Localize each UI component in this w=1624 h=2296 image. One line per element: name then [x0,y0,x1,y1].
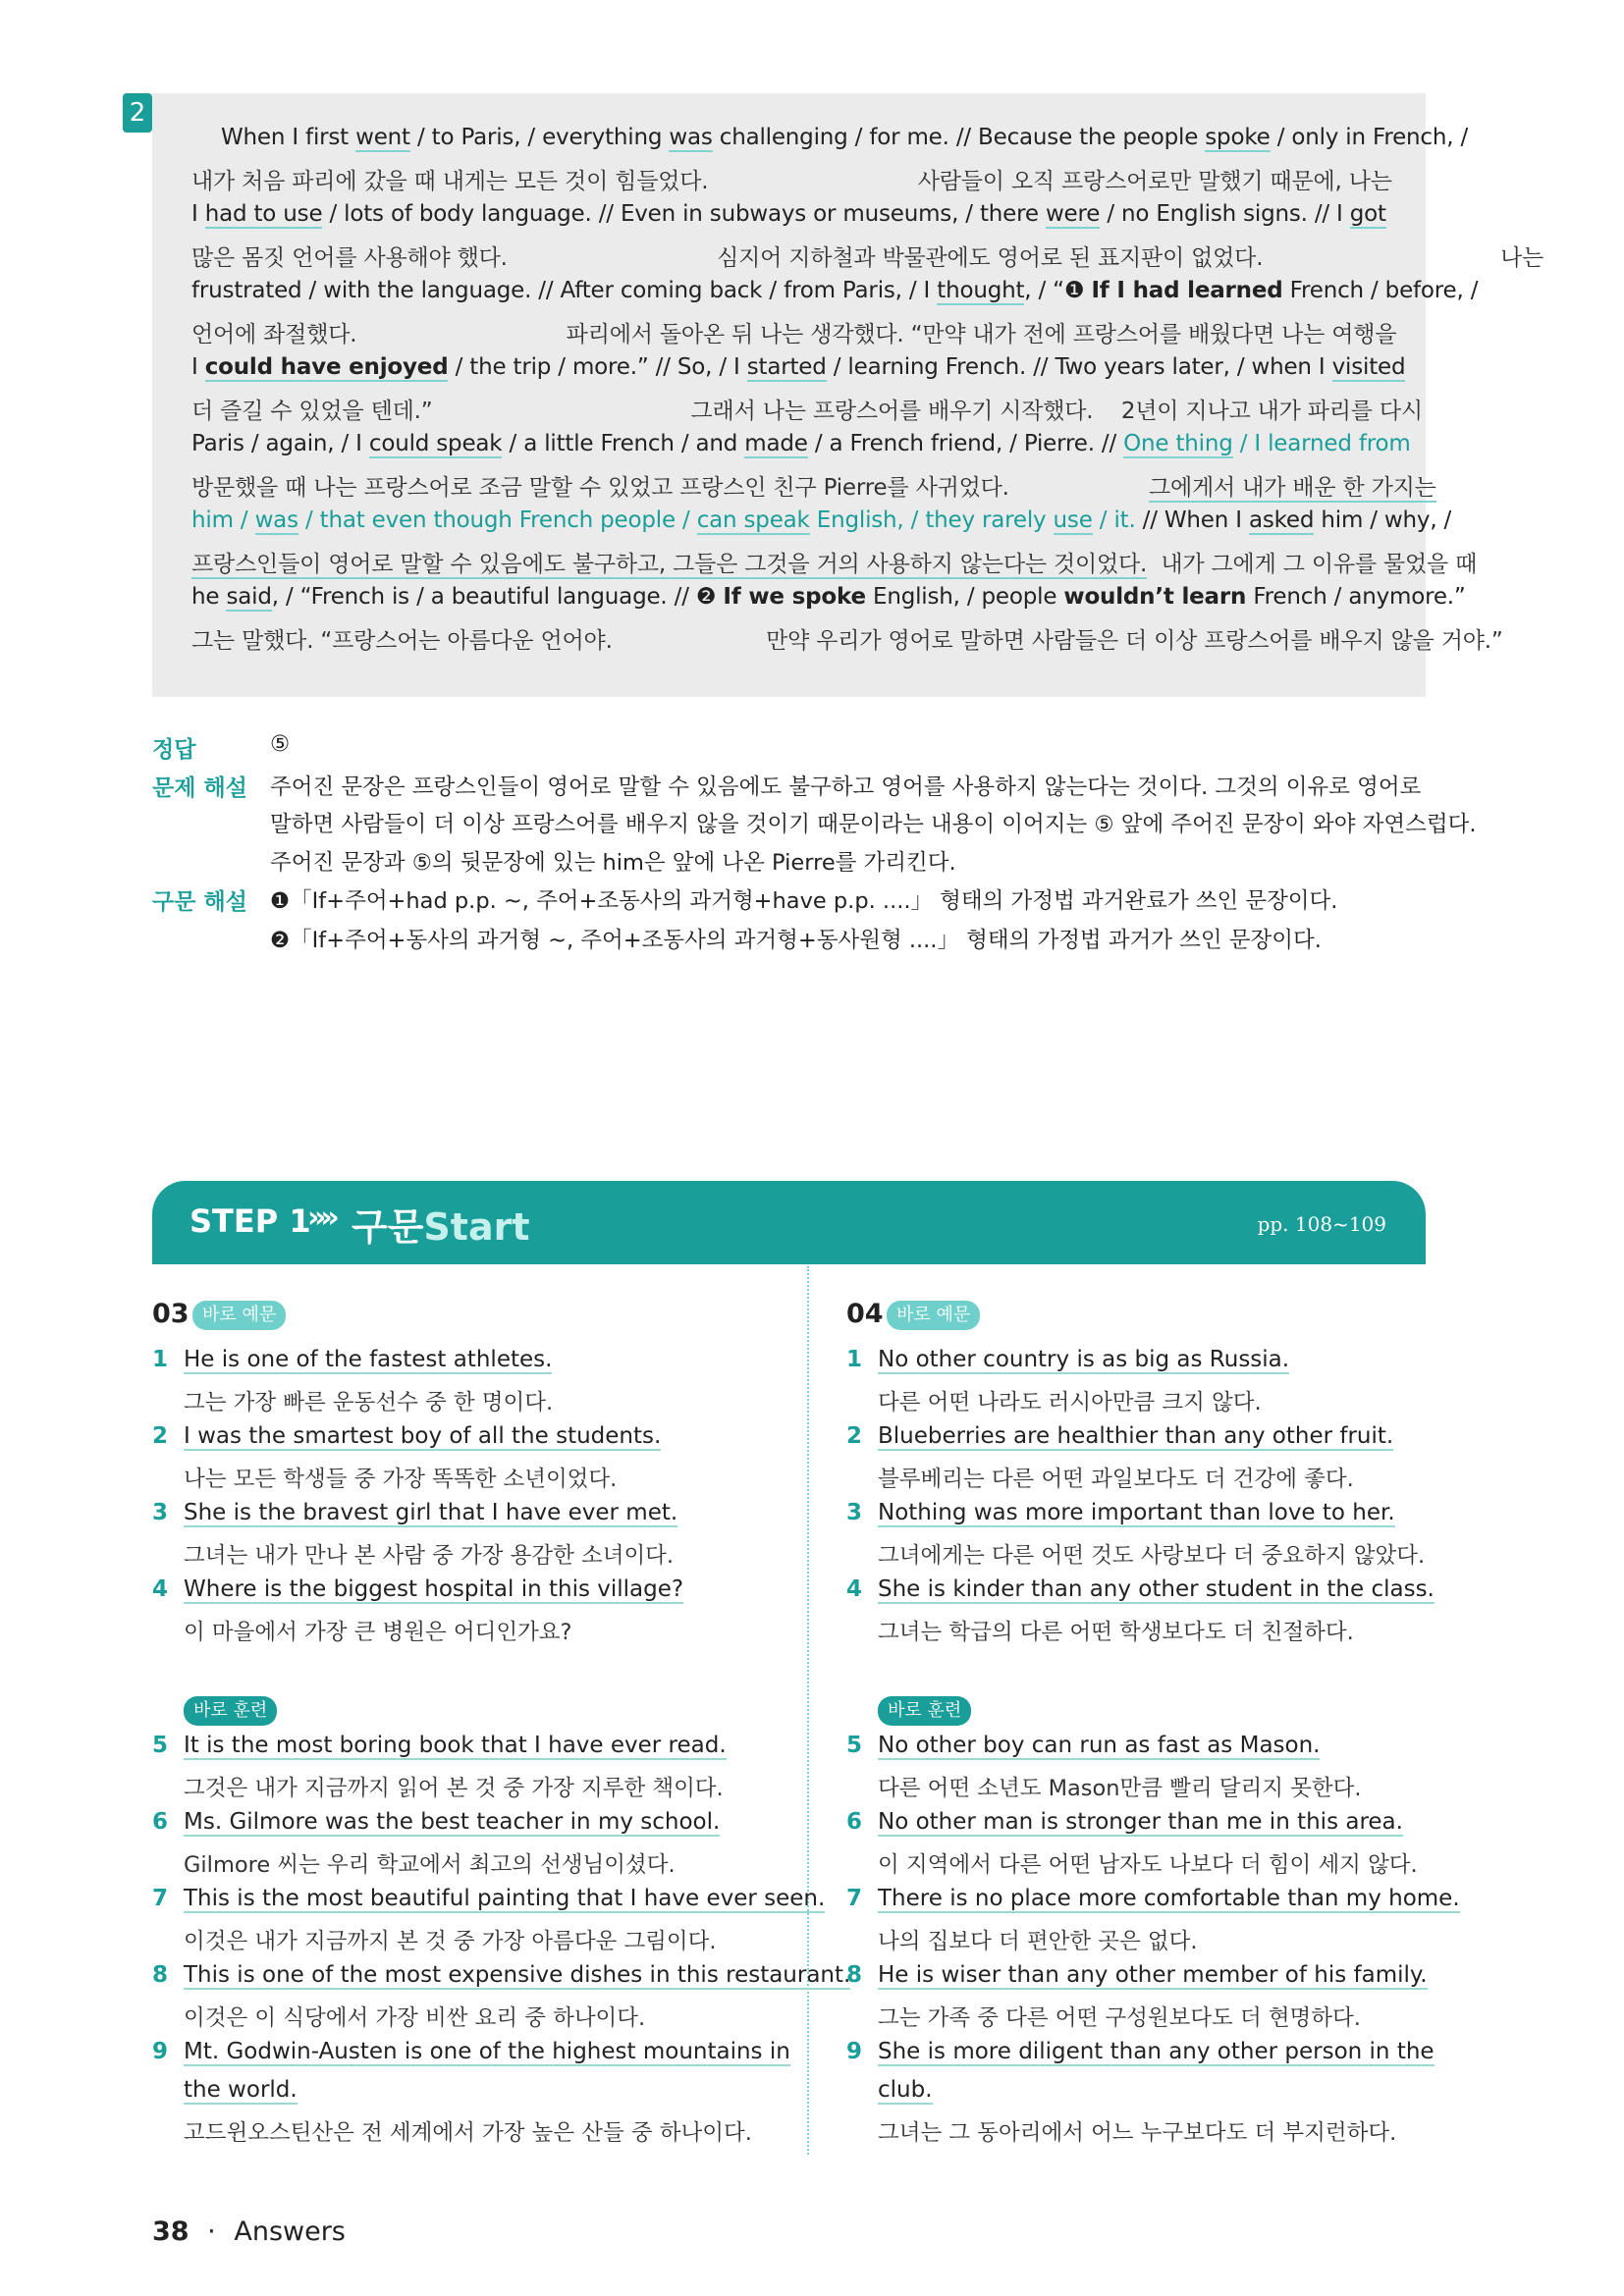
passage-segment: English, / they rarely [809,507,1054,533]
item-number: 3 [152,1500,169,1525]
passage-segment: were [1045,201,1101,227]
column-divider [807,1266,809,2155]
explanation-line-2: 말하면 사람들이 더 이상 프랑스어를 배우지 않을 것이기 때문이라는 내용이 이어지는 ⑤ 앞에 주어진 문장이 와야 자연스럽다. [270,812,1477,837]
passage-line-ko [191,546,1477,578]
grammar-label: 구문 해설 [152,889,247,915]
passage-segment: can speak [696,507,810,533]
passage-segment: 방문했을 때 나는 프랑스어로 조금 말할 수 있었고 프랑스인 친구 Pierre를 사귀었다. [191,475,1149,501]
passage-segment: 프랑스인들이 영어로 말할 수 있음에도 불구하고, 그들은 그것을 거의 사용하지 않는다는 것이었다. [191,552,1148,577]
passage-line-ko [191,163,1392,195]
item-number: 9 [846,2039,863,2064]
section-number-03: 03 [152,1299,189,1329]
item-english-continued: club. [878,2077,933,2103]
passage-segment: / the trip / more.” // So, / I [448,354,747,380]
passage-segment: , / “❶ [1024,278,1092,303]
passage-segment: / I learned from [1232,431,1411,456]
explanation-label: 문제 해설 [152,775,247,801]
tag-example-right: 바로 예문 [887,1301,980,1330]
passage-line-en [191,584,1466,610]
item-english: He is one of the fastest athletes. [184,1347,553,1372]
item-english: It is the most boring book that I have ever read. [184,1733,727,1758]
item-korean: Gilmore 씨는 우리 학교에서 최고의 선생님이셨다. [184,1852,676,1878]
item-english: She is more diligent than any other person in the [878,2039,1435,2064]
passage-segment: When I first [221,125,356,150]
passage-segment: use [1053,507,1093,533]
passage-segment: If we spoke [723,584,866,610]
item-english: This is the most beautiful painting that I have ever seen. [184,1886,826,1911]
item-korean: 다른 어떤 나라도 러시아만큼 크지 않다. [878,1390,1262,1415]
passage-segment: One thing [1123,431,1233,456]
passage-segment: / only in French, / [1270,125,1469,150]
item-english: There is no place more comfortable than my home. [878,1886,1460,1911]
item-number: 8 [846,1962,863,1988]
passage-segment: frustrated / with the language. // After coming back / from Paris, / I [191,278,938,303]
tag-training-left: 바로 훈련 [184,1696,277,1726]
passage-segment: spoke [1205,125,1271,150]
passage-segment: 내가 처음 파리에 갔을 때 내게는 모든 것이 힘들었다. 사람들이 오직 프랑스어로만 말했기 때문에, 나는 [191,169,1392,194]
item-english: She is the bravest girl that I have ever met. [184,1500,678,1525]
item-english: No other boy can run as fast as Mason. [878,1733,1321,1758]
passage-segment: / a little French / and [502,431,745,456]
item-korean: 그것은 내가 지금까지 읽어 본 것 중 가장 지루한 책이다. [184,1776,724,1801]
passage-segment: / a French friend, / Pierre. // [807,431,1124,456]
passage-segment: could have enjoyed [204,354,449,380]
item-number: 9 [152,2039,169,2064]
item-number: 7 [846,1886,863,1911]
passage-line-ko [191,469,1436,502]
grammar-line-1: ❶「If+주어+had p.p. ~, 주어+조동사의 과거형+have p.p. ....」 형태의 가정법 과거완료가 쓰인 문장이다. [270,888,1338,914]
item-number: 2 [152,1423,169,1449]
passage-segment: challenging / for me. // Because the people [712,125,1206,150]
item-korean: 고드윈오스틴산은 전 세계에서 가장 높은 산들 중 하나이다. [184,2120,752,2146]
answer-value: ⑤ [270,731,291,757]
item-korean: 나의 집보다 더 편안한 곳은 없다. [878,1929,1198,1954]
item-english: Nothing was more important than love to her. [878,1500,1395,1525]
passage-segment: / learning French. // Two years later, / when I [826,354,1332,380]
item-english: Where is the biggest hospital in this village? [184,1576,684,1602]
question-number-badge: 2 [123,93,152,133]
item-number: 4 [846,1576,863,1602]
passage-line-en [191,354,1405,380]
item-english: She is kinder than any other student in the class. [878,1576,1435,1602]
item-english: Ms. Gilmore was the best teacher in my school. [184,1809,721,1835]
item-number: 2 [846,1423,863,1449]
passage-segment: 많은 몸짓 언어를 사용해야 했다. 심지어 지하철과 박물관에도 영어로 된 표지판이 없었다. 나는 [191,245,1544,271]
answer-label: 정답 [152,737,196,763]
passage-segment: I [191,354,205,380]
item-korean: 블루베리는 다른 어떤 과일보다도 더 건강에 좋다. [878,1467,1354,1492]
passage-box [152,93,1544,697]
item-korean: 다른 어떤 소년도 Mason만큼 빨리 달리지 못한다. [878,1776,1362,1801]
page-number: 38 [152,2216,189,2247]
explanation-line-1: 주어진 문장은 프랑스인들이 영어로 말할 수 있음에도 불구하고 영어를 사용하지 않는다는 것이다. 그것의 이유로 영어로 [270,774,1422,800]
passage-segment: / to Paris, / everything [409,125,670,150]
passage-line-en [191,278,1478,303]
item-korean: 이것은 이 식당에서 가장 비싼 요리 중 하나이다. [184,2005,646,2031]
item-korean: 그녀에게는 다른 어떤 것도 사랑보다 더 중요하지 않았다. [878,1543,1426,1569]
banner-pages: pp. 108~109 [1257,1212,1386,1236]
item-english: I was the smartest boy of all the students. [184,1423,662,1449]
passage-segment: If I had learned [1091,278,1283,303]
item-number: 8 [152,1962,169,1988]
passage-segment: visited [1331,354,1406,380]
banner-step: STEP 1 [189,1202,311,1240]
section-number-04: 04 [846,1299,884,1329]
item-korean: 그녀는 내가 만나 본 사람 중 가장 용감한 소녀이다. [184,1543,675,1569]
banner-title-ko: 구문 [352,1205,424,1249]
passage-segment: Paris / again, / I [191,431,369,456]
item-korean: 그는 가장 빠른 운동선수 중 한 명이다. [184,1390,554,1415]
item-english: Mt. Godwin-Austen is one of the highest mountains in [184,2039,790,2064]
passage-segment: started [746,354,827,380]
page-footer [152,2216,346,2247]
passage-segment: / no English signs. // I [1100,201,1350,227]
footer-dot: · [207,2216,216,2247]
item-korean: 이 지역에서 다른 어떤 남자도 나보다 더 힘이 세지 않다. [878,1852,1418,1878]
item-english-continued: the world. [184,2077,298,2103]
passage-segment: was [254,507,298,533]
passage-line-ko [191,240,1543,272]
passage-line-ko [191,393,1423,425]
double-chevron-icon: »» [307,1201,334,1235]
passage-segment: 내가 그에게 그 이유를 물었을 때 [1147,552,1478,577]
passage-segment: English, / people [865,584,1064,610]
footer-label: Answers [234,2216,346,2247]
item-number: 4 [152,1576,169,1602]
item-number: 5 [846,1733,863,1758]
passage-segment: was [669,125,713,150]
item-number: 5 [152,1733,169,1758]
item-korean: 이것은 내가 지금까지 본 것 중 가장 아름다운 그림이다. [184,1929,717,1954]
passage-segment: , / “French is / a beautiful language. // ❷ [271,584,724,610]
passage-segment: made [744,431,808,456]
passage-segment: I [191,201,205,227]
passage-line-en [191,507,1451,533]
passage-segment: 그에게서 내가 배운 한 가지는 [1148,475,1436,501]
step-banner [152,1181,1426,1264]
item-english: This is one of the most expensive dishes in this restaurant. [184,1962,851,1988]
tag-example-left: 바로 예문 [192,1301,286,1330]
tag-training-right: 바로 훈련 [878,1696,971,1726]
passage-segment: French / anymore.” [1246,584,1466,610]
passage-segment: French / before, / [1282,278,1479,303]
passage-segment: / it. [1092,507,1136,533]
banner-title [352,1197,530,1251]
item-number: 6 [846,1809,863,1835]
passage-segment: / [233,507,255,533]
passage-segment: // When I [1135,507,1249,533]
passage-line-en [221,125,1468,150]
item-english: No other country is as big as Russia. [878,1347,1290,1372]
passage-segment: 언어에 좌절했다. 파리에서 돌아온 뒤 나는 생각했다. “만약 내가 전에 프랑스어를 배웠다면 나는 여행을 [191,322,1397,347]
item-korean: 그녀는 그 동아리에서 어느 누구보다도 더 부지런하다. [878,2120,1397,2146]
item-english: Blueberries are healthier than any other fruit. [878,1423,1394,1449]
passage-segment: went [355,125,410,150]
item-korean: 그녀는 학급의 다른 어떤 학생보다도 더 친절하다. [878,1620,1354,1645]
passage-line-ko [191,622,1503,655]
passage-segment: asked [1248,507,1315,533]
passage-segment: thought [937,278,1025,303]
item-number: 3 [846,1500,863,1525]
passage-line-en [191,431,1411,456]
passage-segment: had to use [204,201,323,227]
passage-segment: he [191,584,227,610]
passage-segment: could speak [368,431,503,456]
passage-segment: 그는 말했다. “프랑스어는 아름다운 언어야. 만약 우리가 영어로 말하면 사람들은 더 이상 프랑스어를 배우지 않을 거야.” [191,628,1503,654]
passage-segment: got [1349,201,1386,227]
item-number: 6 [152,1809,169,1835]
passage-line-en [191,201,1386,227]
passage-segment: / that even though French people / [298,507,697,533]
item-korean: 그는 가족 중 다른 어떤 구성원보다도 더 현명하다. [878,2005,1361,2031]
item-korean: 이 마을에서 가장 큰 병원은 어디인가요? [184,1620,572,1645]
item-korean: 나는 모든 학생들 중 가장 똑똑한 소년이었다. [184,1467,618,1492]
passage-line-ko [191,316,1396,348]
passage-segment: him / why, / [1314,507,1452,533]
item-number: 1 [846,1347,863,1372]
passage-segment: said [226,584,272,610]
item-number: 7 [152,1886,169,1911]
item-english: No other man is stronger than me in this area. [878,1809,1403,1835]
banner-title-en: Start [423,1205,530,1249]
item-number: 1 [152,1347,169,1372]
passage-segment: wouldn’t learn [1063,584,1247,610]
explanation-line-3: 주어진 문장과 ⑤의 뒷문장에 있는 him은 앞에 나온 Pierre를 가리킨다. [270,850,956,876]
item-english: He is wiser than any other member of his family. [878,1962,1428,1988]
passage-segment: 더 즐길 수 있었을 텐데.” 그래서 나는 프랑스어를 배우기 시작했다. 2년이 지나고 내가 파리를 다시 [191,399,1423,424]
passage-segment: him [191,507,234,533]
passage-segment: / lots of body language. // Even in subways or museums, / there [322,201,1046,227]
grammar-line-2: ❷「If+주어+동사의 과거형 ~, 주어+조동사의 과거형+동사원형 ....」 형태의 가정법 과거가 쓰인 문장이다. [270,928,1322,953]
